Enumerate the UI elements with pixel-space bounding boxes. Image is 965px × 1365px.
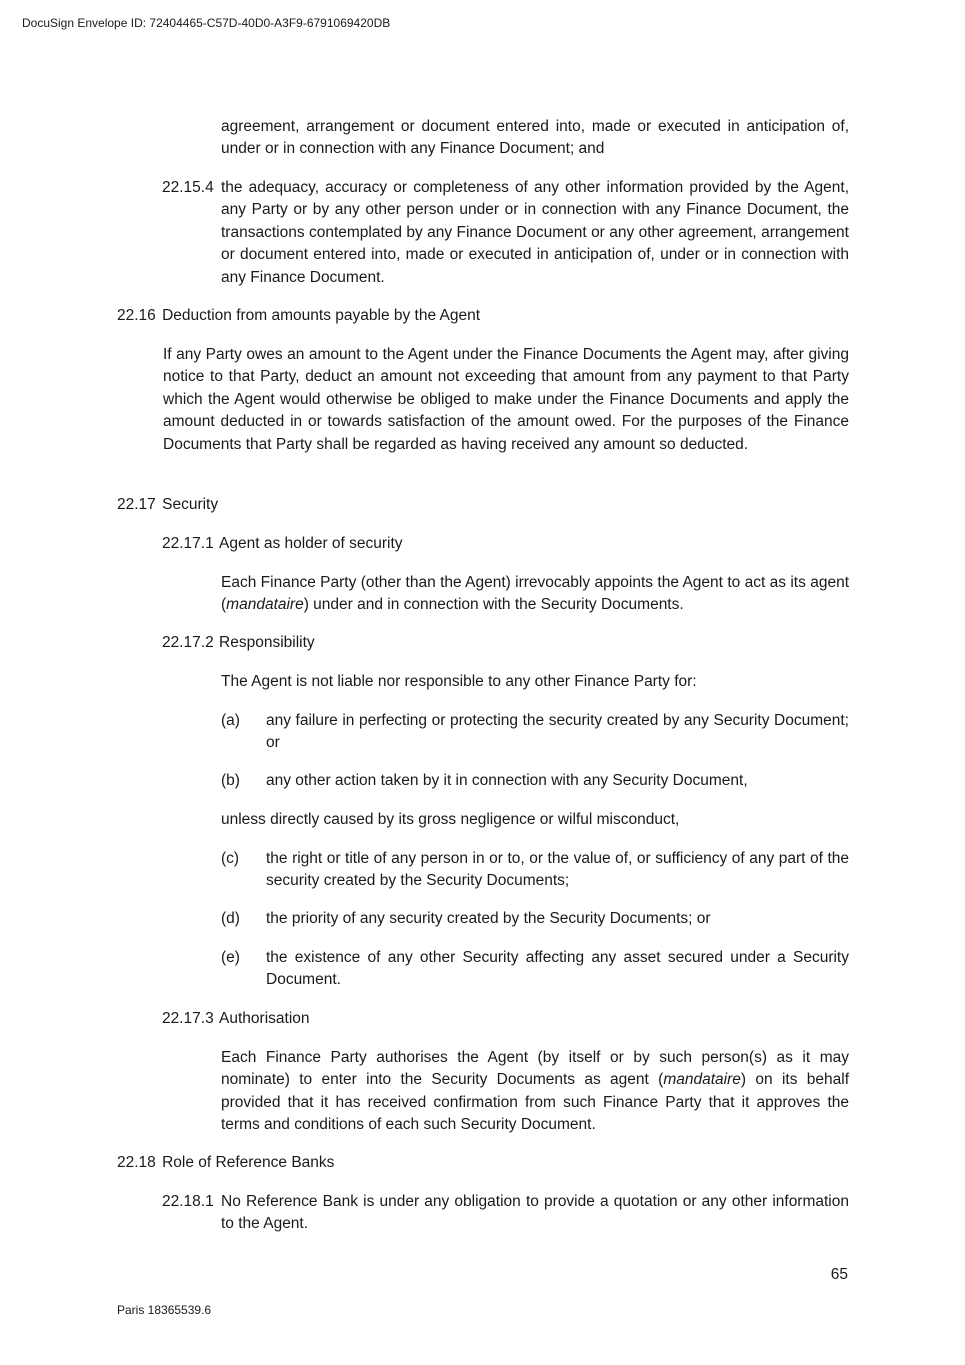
list-item [221, 947, 849, 992]
body-text: Each Finance Party authorises the Agent (by itself or by such person(s) as it may nominate) to enter into the Security Documents as agent ( [221, 1049, 849, 1089]
heading-22-18 [117, 1152, 334, 1174]
clause-number: 22.15.4 [162, 179, 214, 196]
footer-reference: Paris 18365539.6 [117, 1303, 212, 1317]
list-text: any failure in perfecting or protecting the security created by any Security Document; or [266, 712, 849, 752]
continuation-paragraph: agreement, arrangement or document entered into, made or executed in anticipation of, under or in connection with any Finance Document; and [221, 118, 849, 158]
heading-title: Responsibility [219, 634, 315, 651]
clause-22-15-4 [162, 177, 849, 289]
list-label: (c) [221, 850, 240, 867]
list-text: the priority of any security created by the Security Documents; or [266, 910, 711, 927]
clause-text: the adequacy, accuracy or completeness of any other information provided by the Agent, any Party or by any other person under or in connection with any Finance Document, the transactions contemplated by any Finance Document or any other agreement, arrangement or document entered into, made or executed in anticipation of, under or in connection with any Finance Document. [221, 179, 849, 286]
clause-22-17-3-body [221, 1047, 849, 1137]
clause-number: 22.18.1 [162, 1193, 214, 1210]
list-text: any other action taken by it in connection with any Security Document, [266, 772, 748, 789]
heading-22-17-3 [162, 1008, 310, 1030]
list-label: (a) [221, 712, 240, 729]
heading-title: Security [162, 496, 219, 513]
list-text: the existence of any other Security affecting any asset secured under a Security Document. [266, 949, 849, 989]
heading-number: 22.18 [117, 1154, 156, 1171]
envelope-id: DocuSign Envelope ID: 72404465-C57D-40D0-A3F9-6791069420DB [22, 16, 391, 30]
list-item [221, 848, 849, 893]
heading-22-17-2 [162, 632, 315, 654]
clause-text: No Reference Bank is under any obligation to provide a quotation or any other information to the Agent. [221, 1193, 849, 1233]
unless-clause: unless directly caused by its gross negligence or wilful misconduct, [221, 811, 680, 828]
heading-22-17-1 [162, 533, 403, 555]
italic-term: mandataire [663, 1071, 741, 1089]
italic-term: mandataire [226, 596, 304, 614]
heading-number: 22.17.1 [162, 535, 214, 552]
heading-title: Deduction from amounts payable by the Agent [162, 307, 481, 324]
heading-number: 22.17 [117, 496, 156, 513]
heading-number: 22.17.2 [162, 634, 214, 651]
heading-number: 22.17.3 [162, 1010, 214, 1027]
body-text: ) under and in connection with the Security Documents. [303, 596, 684, 614]
clause-22-18-1 [162, 1191, 849, 1236]
heading-title: Role of Reference Banks [162, 1154, 335, 1171]
list-item [221, 710, 849, 755]
heading-22-16 [117, 305, 480, 327]
body-text: ) on its behalf provided that it has received confirmation from such Finance Party that it approves the terms and conditions of each such Security Document. [221, 1071, 849, 1134]
list-text: the right or title of any person in or to, or the value of, or sufficiency of any part of the security created by the Security Documents; [266, 850, 849, 890]
clause-22-17-1-body [221, 572, 849, 617]
list-label: (e) [221, 949, 240, 966]
clause-22-16-body: If any Party owes an amount to the Agent under the Finance Documents the Agent may, after giving notice to that Party, deduct an amount not exceeding that amount from any payment to that Party which the Agent would otherwise be obliged to make under the Finance Documents and apply the amount deducted in or towards satisfaction of the amount owed. For the purposes of the Finance Documents that Party shall be regarded as having received any amount so deducted. [163, 346, 849, 453]
list-item [221, 908, 849, 930]
heading-title: Agent as holder of security [219, 535, 403, 552]
responsibility-intro: The Agent is not liable nor responsible to any other Finance Party for: [221, 673, 697, 690]
list-label: (b) [221, 772, 240, 789]
list-label: (d) [221, 910, 240, 927]
page-number: 65 [830, 1266, 848, 1283]
heading-number: 22.16 [117, 307, 156, 324]
heading-22-17 [117, 494, 218, 516]
body-text: Each Finance Party (other than the Agent) irrevocably appoints the Agent to act as its agent ( [221, 574, 849, 614]
heading-title: Authorisation [219, 1010, 310, 1027]
list-item [221, 770, 849, 792]
